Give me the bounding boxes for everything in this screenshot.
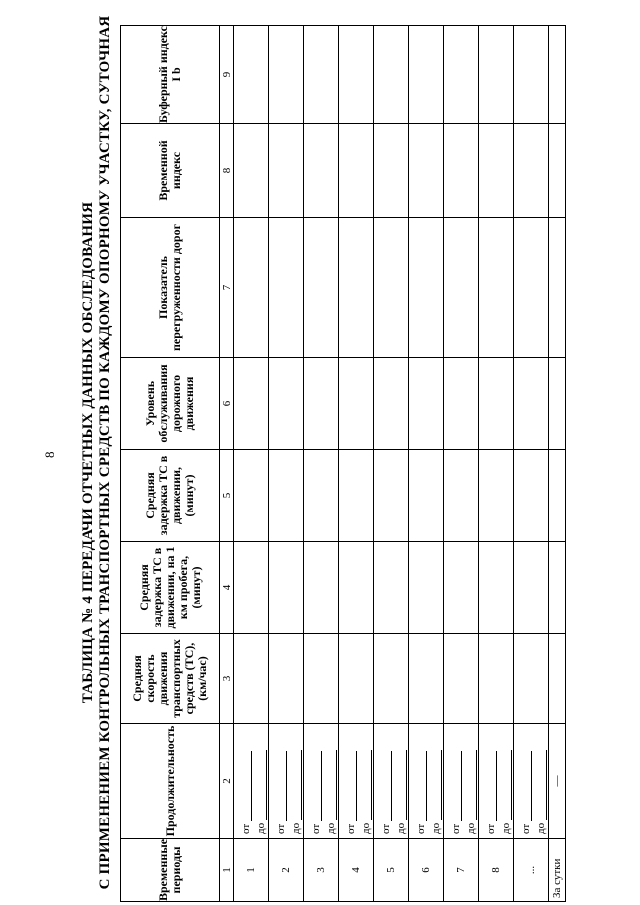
blank-underline [276,751,287,821]
table-cell [234,450,269,542]
blank-underline [241,751,252,821]
blank-underline [451,751,462,821]
table-cell [339,124,374,218]
blank-underline [326,750,337,820]
header-avg-speed: Средняя скорость движения транспортных средств (ТС), (км/час) [121,634,220,724]
table-cell [339,450,374,542]
to-label: до [255,822,267,834]
table-cell [409,542,444,634]
table-cell [374,634,409,724]
table-cell [514,124,549,218]
period-row [444,26,479,902]
header-avg-delay: Средняя задержка ТС в движении, (минут) [121,450,220,542]
from-label: от [520,823,532,834]
period-row [374,26,409,902]
period-label: 3 [304,839,339,902]
period-label: 4 [339,839,374,902]
to-label: до [325,822,337,834]
table-cell [339,218,374,358]
to-label: до [430,822,442,834]
table-cell [514,26,549,124]
from-line [377,724,392,838]
from-label: от [345,823,357,834]
table-cell [409,26,444,124]
blank-underline [521,751,532,821]
blank-underline [486,751,497,821]
from-label: от [275,823,287,834]
table-cell [374,450,409,542]
table-cell [304,542,339,634]
period-row [409,26,444,902]
from-line [482,724,497,838]
duration-cell [514,724,549,839]
table-cell [444,450,479,542]
period-row [269,26,304,902]
table-cell [234,634,269,724]
to-label: до [290,822,302,834]
table-title-line-2: С ПРИМЕНЕНИЕМ КОНТРОЛЬНЫХ ТРАНСПОРТНЫХ СРЕДСТВ ПО КАЖДОМУ ОПОРНОМУ УЧАСТКУ, СУТОЧНАЯ [97,15,113,890]
period-row [234,26,269,902]
table-cell [304,124,339,218]
column-number: 8 [220,124,234,218]
table-cell [269,634,304,724]
table-cell [304,450,339,542]
table-cell [374,26,409,124]
column-number: 6 [220,358,234,450]
from-line [342,724,357,838]
blank-underline [361,750,372,820]
to-label: до [535,822,547,834]
blank-underline [346,751,357,821]
period-row [479,26,514,902]
column-number: 2 [220,724,234,839]
duration-cell [269,724,304,839]
table-cell [339,26,374,124]
table-cell [479,634,514,724]
period-label: 2 [269,839,304,902]
column-number: 5 [220,450,234,542]
table-cell [269,542,304,634]
page-number: 8 [42,451,57,458]
table-cell [514,358,549,450]
table-cell [444,634,479,724]
table-cell [374,124,409,218]
table-cell [269,218,304,358]
table-cell [479,358,514,450]
table-cell [304,26,339,124]
from-label: от [485,823,497,834]
table-cell [549,218,566,358]
table-cell [409,358,444,450]
total-row [549,26,566,902]
blank-underline [381,751,392,821]
from-label: от [240,823,252,834]
table-cell [234,218,269,358]
table-cell [234,26,269,124]
report-table [120,25,566,902]
period-row [304,26,339,902]
total-label: За сутки [549,839,566,902]
duration-cell [409,724,444,839]
header-time-index: Временной индекс [121,124,220,218]
table-cell [514,218,549,358]
table-cell [339,542,374,634]
table-cell [549,26,566,124]
table-cell [374,218,409,358]
from-line [237,724,252,838]
duration-cell [444,724,479,839]
to-line [532,724,547,838]
table-cell [234,124,269,218]
table-cell [444,26,479,124]
to-line [252,724,267,838]
column-number: 7 [220,218,234,358]
header-row [121,26,220,902]
table-cell [514,450,549,542]
to-line [357,724,372,838]
header-time-periods: Временные периоды [121,839,220,902]
table-cell [269,450,304,542]
table-cell [304,218,339,358]
table-cell [339,634,374,724]
blank-underline [291,750,302,820]
table-cell [234,358,269,450]
header-delay-per-km: Средняя задержка ТС в движении, на 1 км пробега, (минут) [121,542,220,634]
duration-cell [234,724,269,839]
from-line [307,724,322,838]
blank-underline [311,751,322,821]
header-congestion: Показатель перегруженности дорог [121,218,220,358]
from-label: от [310,823,322,834]
from-line [517,724,532,838]
to-line [392,724,407,838]
table-cell [549,634,566,724]
table-cell [409,124,444,218]
blank-underline [466,750,477,820]
to-line [322,724,337,838]
blank-underline [536,750,547,820]
table-cell [444,124,479,218]
period-row [339,26,374,902]
table-cell [269,26,304,124]
from-line [272,724,287,838]
table-cell [479,218,514,358]
from-label: от [450,823,462,834]
table-title-line-1: ТАБЛИЦА № 4 ПЕРЕДАЧИ ОТЧЕТНЫХ ДАННЫХ ОБСЛЕДОВАНИЯ [80,201,96,704]
to-label: до [395,822,407,834]
duration-cell [339,724,374,839]
period-label: 8 [479,839,514,902]
column-number: 1 [220,839,234,902]
column-number: 4 [220,542,234,634]
to-line [427,724,442,838]
table-cell [269,124,304,218]
table-cell [409,634,444,724]
period-label: 5 [374,839,409,902]
from-label: от [380,823,392,834]
table-cell [374,542,409,634]
to-line [497,724,512,838]
table-body [234,26,549,902]
blank-underline [501,750,512,820]
table-cell [304,358,339,450]
table-cell [479,450,514,542]
table-cell [339,358,374,450]
table-cell [479,26,514,124]
table-cell [549,450,566,542]
to-label: до [465,822,477,834]
to-label: до [500,822,512,834]
table-cell [304,634,339,724]
table-cell [374,358,409,450]
period-label: 1 [234,839,269,902]
to-label: до [360,822,372,834]
duration-cell [304,724,339,839]
table-cell [444,542,479,634]
table-cell [549,124,566,218]
period-label: 7 [444,839,479,902]
table-cell [409,450,444,542]
blank-underline [256,750,267,820]
blank-underline [431,750,442,820]
to-line [287,724,302,838]
duration-cell [374,724,409,839]
header-service-level: Уровень обслуживания дорожного движения [121,358,220,450]
column-number-row [220,26,234,902]
blank-underline [416,751,427,821]
column-number: 3 [220,634,234,724]
column-number: 9 [220,26,234,124]
to-line [462,724,477,838]
table-cell [444,218,479,358]
from-label: от [415,823,427,834]
table-cell [479,542,514,634]
from-line [412,724,427,838]
table-cell [234,542,269,634]
header-duration: Продолжительность [121,724,220,839]
period-row [514,26,549,902]
table-cell [514,634,549,724]
table-cell [549,358,566,450]
period-label: ... [514,839,549,902]
table-cell [479,124,514,218]
table-cell [444,358,479,450]
period-label: 6 [409,839,444,902]
header-buffer-index: Буферный индекс I b [121,26,220,124]
from-line [447,724,462,838]
blank-underline [396,750,407,820]
table-cell [514,542,549,634]
total-dash: — [549,724,566,839]
table-cell [269,358,304,450]
duration-cell [479,724,514,839]
table-cell [409,218,444,358]
table-cell [549,542,566,634]
